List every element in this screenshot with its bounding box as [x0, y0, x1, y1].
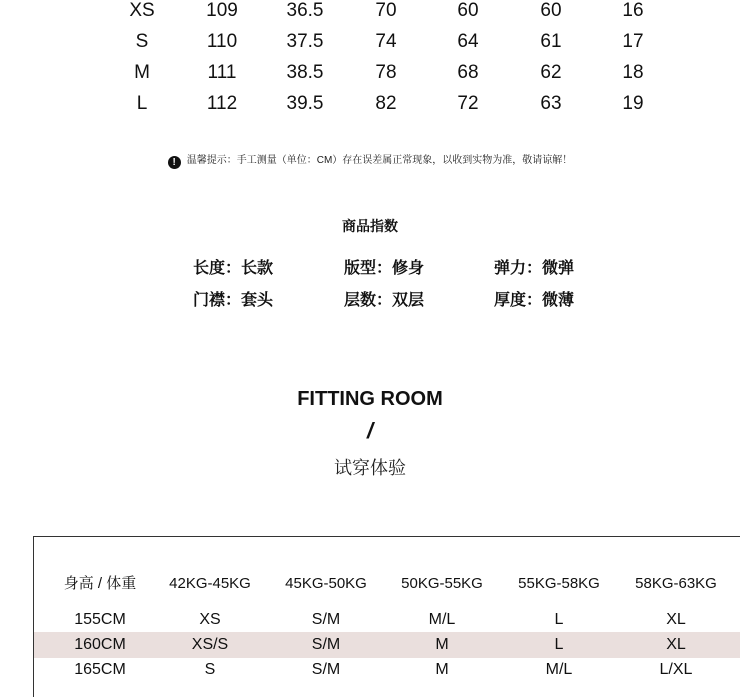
- size-cell: 78: [375, 62, 397, 83]
- size-cell: 63: [540, 93, 562, 114]
- fitting-room-title: FITTING ROOM: [297, 388, 443, 410]
- size-cell: 60: [540, 0, 562, 21]
- fitting-room-subtitle: 试穿体验: [334, 458, 406, 478]
- size-cell: 109: [206, 0, 238, 21]
- fit-cell: XS/S: [191, 636, 229, 653]
- fit-cell: L/XL: [659, 661, 693, 678]
- measurement-notice: [0, 151, 740, 171]
- fit-header-cell: 42KG-45KG: [169, 575, 251, 592]
- fit-header-cell: 50KG-55KG: [401, 575, 483, 592]
- size-cell: S: [135, 31, 149, 52]
- fit-cell: M: [435, 636, 449, 653]
- size-cell: 82: [375, 93, 397, 114]
- fit-cell: XS: [199, 611, 221, 628]
- size-cell: 18: [622, 62, 644, 83]
- notice-text: 温馨提示：手工测量（单位：CM）存在误差属正常现象，以收到实物为准，敬请谅解！: [186, 155, 573, 166]
- size-cell: 111: [207, 62, 237, 83]
- size-cell: 112: [206, 93, 238, 114]
- size-row-xs: [0, 0, 740, 26]
- attr-thickness: 厚度：微薄: [494, 292, 575, 309]
- fit-cell: M: [435, 661, 449, 678]
- fit-cell: L: [554, 611, 564, 628]
- size-cell: 36.5: [286, 0, 324, 21]
- size-cell: 38.5: [286, 62, 324, 83]
- size-row-m: [0, 58, 740, 88]
- size-cell: 17: [622, 31, 644, 52]
- fit-cell: M/L: [545, 661, 573, 678]
- size-cell: 16: [622, 0, 644, 21]
- size-cell: 19: [622, 93, 644, 114]
- size-cell: 37.5: [286, 31, 324, 52]
- size-cell: L: [136, 93, 148, 114]
- fit-table-row: [34, 657, 740, 683]
- size-cell: 70: [375, 0, 397, 21]
- fit-cell: XL: [666, 611, 686, 628]
- fit-table-header: [34, 571, 740, 597]
- fitting-table: [33, 536, 740, 697]
- size-cell: 74: [375, 31, 397, 52]
- size-row-s: [0, 27, 740, 57]
- fit-header-cell: 55KG-58KG: [518, 575, 600, 592]
- fit-cell: S/M: [311, 611, 341, 628]
- size-cell: M: [134, 62, 150, 83]
- attr-length: 长度：长款: [193, 260, 274, 277]
- fit-header-cell: 45KG-50KG: [285, 575, 367, 592]
- fit-cell: 165CM: [74, 661, 126, 678]
- size-cell: 60: [457, 0, 479, 21]
- size-cell: 39.5: [286, 93, 324, 114]
- fit-cell: S: [204, 661, 216, 678]
- product-index-title: 商品指数: [342, 218, 398, 234]
- fit-table-row: [34, 607, 740, 633]
- size-cell: 64: [457, 31, 479, 52]
- size-cell: 72: [457, 93, 479, 114]
- fit-table-row-highlighted: [34, 632, 740, 658]
- size-cell: 62: [540, 62, 562, 83]
- attr-elasticity: 弹力：微弹: [494, 260, 575, 277]
- size-cell: 61: [540, 31, 562, 52]
- fit-cell: XL: [666, 636, 686, 653]
- fit-cell: S/M: [311, 636, 341, 653]
- fit-cell: S/M: [311, 661, 341, 678]
- fit-header-cell: 身高 / 体重: [63, 575, 137, 592]
- warning-icon: !: [168, 156, 181, 169]
- fit-cell: L: [554, 636, 564, 653]
- fit-cell: 155CM: [74, 611, 126, 628]
- fit-header-cell: 58KG-63KG: [635, 575, 717, 592]
- size-cell: XS: [129, 0, 155, 21]
- attr-layers: 层数：双层: [344, 292, 425, 309]
- size-cell: 68: [457, 62, 479, 83]
- attr-placket: 门襟：套头: [193, 292, 274, 309]
- fit-cell: M/L: [428, 611, 456, 628]
- fitting-room-divider: /: [366, 418, 374, 443]
- attr-fit: 版型：修身: [344, 260, 425, 277]
- size-cell: 110: [206, 31, 238, 52]
- size-row-l: [0, 89, 740, 119]
- fit-cell: 160CM: [74, 636, 126, 653]
